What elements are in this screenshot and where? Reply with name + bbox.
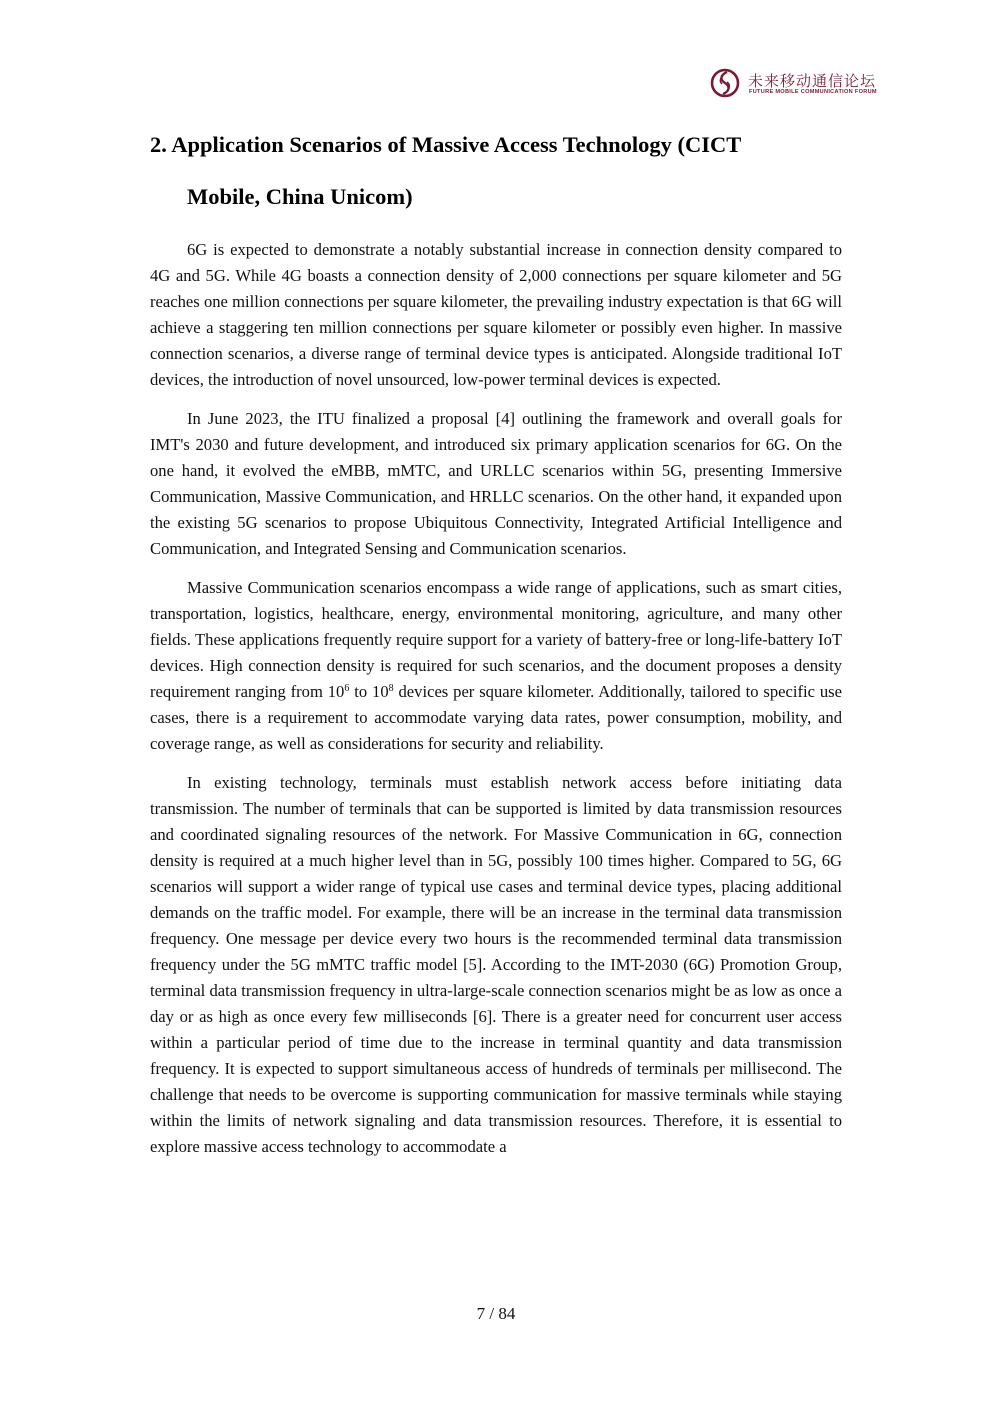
exponent-8: 8 <box>388 683 394 694</box>
forum-logo-icon <box>710 68 740 98</box>
body-text <box>150 237 842 1173</box>
logo-chinese-text: 未来移动通信论坛 <box>748 72 877 90</box>
paragraph-1: 6G is expected to demonstrate a notably substantial increase in connection density compared to 4G and 5G. While 4G boasts a connection density of 2,000 connections per square kilometer and 5G reaches one million connections per square kilometer, the prevailing industry expectation is that 6G will achieve a staggering ten million connections per square kilometer or possibly even higher. In massive connection scenarios, a diverse range of terminal device types is anticipated. Alongside traditional IoT devices, the introduction of novel unsourced, low-power terminal devices is expected. <box>150 240 842 389</box>
paragraph-3-text-a: Massive Communication scenarios encompass a wide range of applications, such as smart cities, transportation, logistics, healthcare, energy, environmental monitoring, agriculture, and many other fields. These applications frequently require support for a variety of battery-free or long-life-battery IoT devices. High connection density is required for such scenarios, and the document proposes a density requirement ranging from 10 <box>150 578 842 701</box>
section-title-line-1: 2. Application Scenarios of Massive Access Technology (CICT <box>150 132 742 157</box>
paragraph-4: In existing technology, terminals must establish network access before initiating data transmission. The number of terminals that can be supported is limited by data transmission resources and coordinated signaling resources of the network. For Massive Communication in 6G, connection density is required at a much higher level than in 5G, possibly 100 times higher. Compared to 5G, 6G scenarios will support a wider range of typical use cases and terminal device types, placing additional demands on the traffic model. For example, there will be an increase in the terminal data transmission frequency. One message per device every two hours is the recommended terminal data transmission frequency under the 5G mMTC traffic model [5]. According to the IMT-2030 (6G) Promotion Group, terminal data transmission frequency in ultra-large-scale connection scenarios might be as low as once a day or as high as once every few milliseconds [6]. There is a greater need for concurrent user access within a particular period of time due to the increase in terminal quantity and data transmission frequency. It is expected to support simultaneous access of hundreds of terminals per millisecond. The challenge that needs to be overcome is supporting communication for massive terminals while staying within the limits of network signaling and data transmission resources. Therefore, it is essential to explore massive access technology to accommodate a <box>150 773 842 1156</box>
logo-english-text: FUTURE MOBILE COMMUNICATION FORUM <box>749 89 877 95</box>
forum-logo <box>710 68 875 102</box>
page-number: 7 / 84 <box>476 1304 516 1323</box>
section-title-line-2: Mobile, China Unicom) <box>187 184 413 209</box>
paragraph-2: In June 2023, the ITU finalized a proposal [4] outlining the framework and overall goals for IMT's 2030 and future development, and introduced six primary application scenarios for 6G. On the one hand, it evolved the eMBB, mMTC, and URLLC scenarios within 5G, presenting Immersive Communication, Massive Communication, and HRLLC scenarios. On the other hand, it expanded upon the existing 5G scenarios to propose Ubiquitous Connectivity, Integrated Artificial Intelligence and Communication, and Integrated Sensing and Communication scenarios. <box>150 409 842 558</box>
paragraph-3-text-c: devices per square kilometer. Additionally, tailored to specific use cases, there is a requirement to accommodate varying data rates, power consumption, mobility, and coverage range, as well as considerations for security and reliability. <box>150 682 842 753</box>
paragraph-3-text-b: to 10 <box>349 682 389 701</box>
exponent-6: 6 <box>344 683 350 694</box>
paragraph-3 <box>150 575 842 757</box>
